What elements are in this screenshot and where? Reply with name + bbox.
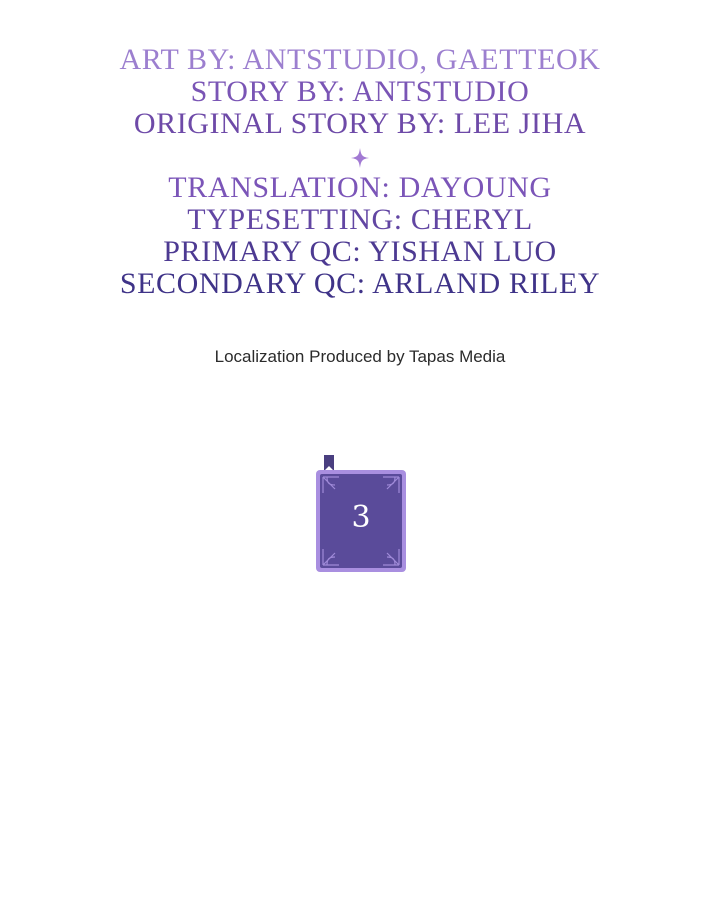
chapter-number: 3 bbox=[351, 500, 371, 535]
art-credit: ART BY: ANTSTUDIO, GAETTEOK bbox=[119, 43, 601, 76]
chapter-badge bbox=[315, 455, 407, 573]
original-story-credit: ORIGINAL STORY BY: LEE JIHA bbox=[133, 107, 587, 140]
primary-qc-credit: PRIMARY QC: YISHAN LUO bbox=[163, 235, 557, 268]
translation-credit: TRANSLATION: DAYOUNG bbox=[168, 171, 552, 204]
bookmark-ribbon-icon bbox=[324, 455, 334, 471]
typesetting-credit: TYPESETTING: CHERYL bbox=[187, 203, 533, 236]
credits-block bbox=[0, 44, 720, 300]
story-credit: STORY BY: ANTSTUDIO bbox=[190, 75, 530, 108]
secondary-qc-credit: SECONDARY QC: ARLAND RILEY bbox=[119, 267, 601, 300]
localization-credit: Localization Produced by Tapas Media bbox=[214, 347, 506, 366]
four-point-star-icon bbox=[0, 140, 720, 172]
